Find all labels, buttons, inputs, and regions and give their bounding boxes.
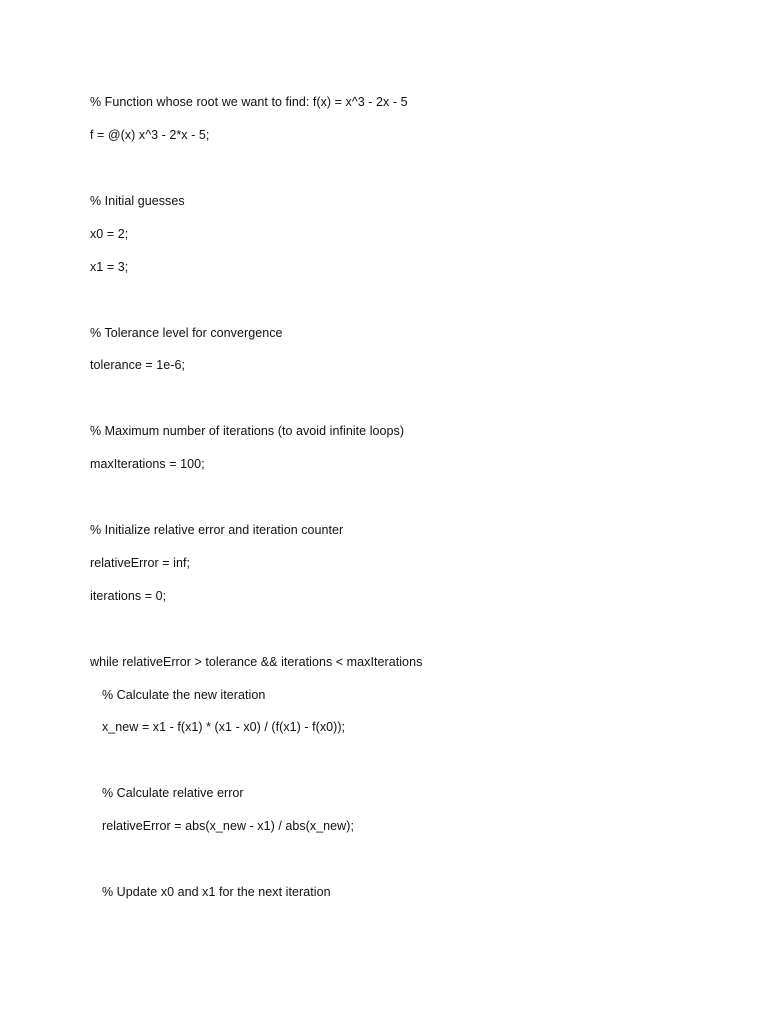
- code-line-max-iterations: maxIterations = 100;: [90, 457, 205, 471]
- code-line-relative-error: relativeError = inf;: [90, 556, 190, 570]
- code-line-x0: x0 = 2;: [90, 227, 129, 241]
- code-comment-initialize: % Initialize relative error and iteration counter: [90, 523, 344, 537]
- code-line-x-new: x_new = x1 - f(x1) * (x1 - x0) / (f(x1) - f(x0));: [102, 720, 346, 734]
- code-line-iterations: iterations = 0;: [90, 589, 167, 603]
- code-line-while: while relativeError > tolerance && iterations < maxIterations: [90, 655, 423, 669]
- code-line-relative-error-calc: relativeError = abs(x_new - x1) / abs(x_new);: [102, 819, 354, 833]
- code-comment-initial-guesses: % Initial guesses: [90, 194, 185, 208]
- code-comment-max-iterations: % Maximum number of iterations (to avoid infinite loops): [90, 424, 405, 438]
- code-comment-tolerance: % Tolerance level for convergence: [90, 326, 283, 340]
- code-line-x1: x1 = 3;: [90, 260, 129, 274]
- code-comment-function: % Function whose root we want to find: f(x) = x^3 - 2x - 5: [90, 95, 408, 109]
- code-comment-relative-error: % Calculate relative error: [102, 786, 244, 800]
- code-line-tolerance: tolerance = 1e-6;: [90, 358, 186, 372]
- code-line-function-def: f = @(x) x^3 - 2*x - 5;: [90, 128, 210, 142]
- code-comment-update: % Update x0 and x1 for the next iteration: [102, 885, 331, 899]
- code-comment-new-iteration: % Calculate the new iteration: [102, 688, 266, 702]
